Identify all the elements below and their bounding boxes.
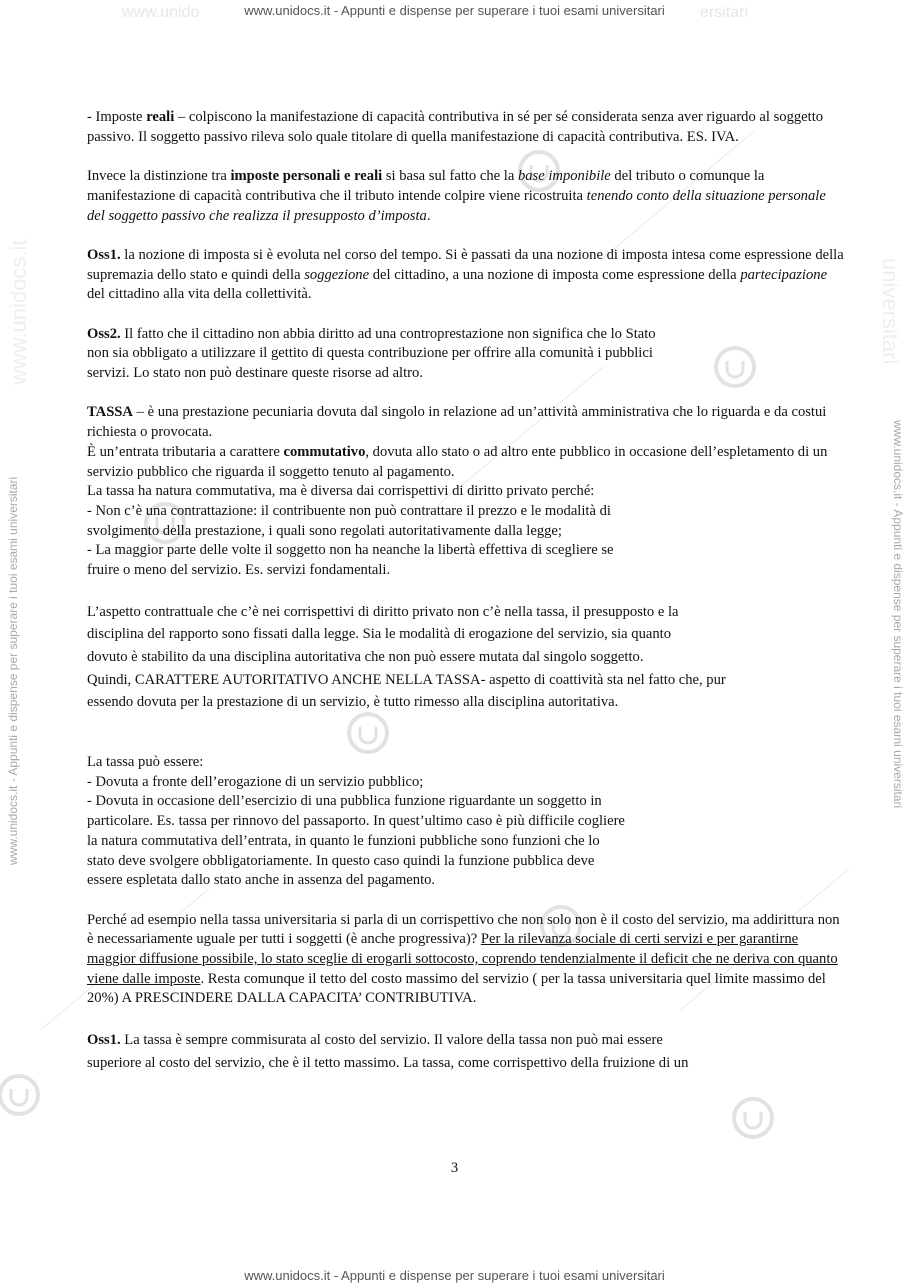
italic-text: base imponibile [517, 168, 611, 185]
text: Invece la distinzione tra [87, 168, 231, 185]
paragraph-oss1-imposta [87, 246, 847, 305]
paragraph-tassa-universitaria [87, 911, 847, 1010]
text: L’aspetto contrattuale che c’è nei corrispettivi di diritto privato non c’è nella tassa, il presupposto e la [87, 603, 679, 620]
header-site: www.unidocs.it [244, 3, 331, 18]
text: essendo dovuta per la prestazione di un servizio, è tutto rimesso alla disciplina autoritativa. [87, 694, 619, 711]
text: È un’entrata tributaria a carattere [87, 443, 284, 460]
paragraph-distinzione [87, 167, 847, 226]
paragraph-aspetto-contrattuale [87, 601, 847, 715]
text: disciplina del rapporto sono fissati dalla legge. Sia le modalità di erogazione del servizio, sia quanto [87, 626, 671, 643]
text: La tassa può essere: [87, 754, 204, 771]
text: . [426, 207, 431, 224]
text: la natura commutativa dell’entrata, in quanto le funzioni pubbliche sono funzioni che lo [87, 832, 600, 849]
italic-text: tenendo conto della situazione personale del soggetto passivo che realizza il presupposto d’imposta [87, 187, 826, 224]
page-number: 3 [450, 1160, 459, 1176]
text: Il fatto che il cittadino non abbia diritto ad una controprestazione non significa che lo Stato [120, 325, 656, 342]
bold-text: Oss1. [87, 246, 121, 263]
paragraph-imposte-reali [87, 108, 847, 147]
unidocs-logo-icon [0, 1072, 42, 1118]
side-watermark-right: www.unidocs.it - Appunti e dispense per superare i tuoi esami universitari [891, 420, 905, 809]
paragraph-tassa [87, 403, 847, 580]
header-watermark [0, 3, 909, 18]
text: La tassa è sempre commisurata al costo del servizio. Il valore della tassa non può mai essere [120, 1031, 663, 1048]
text: svolgimento della prestazione, i quali sono regolati autoritativamente dalla legge; [87, 522, 562, 539]
side-watermark-big-right: universitari [878, 258, 903, 365]
text: - Dovuta in occasione dell’esercizio di una pubblica funzione riguardante un soggetto in [87, 793, 602, 810]
text: del cittadino alla vita della collettività. [87, 286, 312, 303]
side-watermark-big-left: www.unidocs.it [6, 239, 31, 385]
text: del tributo o comunque la manifestazione di capacità contributiva che il tributo intende colpire viene ricostruita [87, 168, 765, 204]
bold-text: Oss1. [87, 1031, 121, 1048]
text: si basa sul fatto che la [382, 168, 518, 185]
text: stato deve svolgere obbligatoriamente. In questo caso quindi la funzione pubblica deve [87, 852, 595, 869]
italic-text: partecipazione [740, 266, 828, 283]
text: - Non c’è una contrattazione: il contribuente non può contrattare il prezzo e le modalità di [87, 503, 611, 519]
unidocs-logo-icon [730, 1095, 776, 1141]
text: fruire o meno del servizio. Es. servizi fondamentali. [87, 562, 391, 579]
footer-site: www.unidocs.it [244, 1268, 331, 1283]
underlined-text: Per la rilevanza sociale di certi servizi e per garantirne maggior diffusione possibile, lo stato sceglie di erogarli sottocosto, coprendo tendenzialmente il deficit che ne deriva con quanto viene dalle imposte [87, 931, 838, 987]
header-tagline: - Appunti e dispense per superare i tuoi esami universitari [330, 3, 665, 18]
text: - Dovuta a fronte dell’erogazione di un servizio pubblico; [87, 773, 424, 790]
bold-text: commutativo [283, 443, 366, 460]
text: – colpiscono la manifestazione di capacità contributiva in sé per sé considerata senza aver riguardo al soggetto passivo. Il soggetto passivo rileva solo quale titolare di quella manifestazione di capacità contributiva. ES. IVA. [87, 109, 824, 145]
text: Quindi, CARATTERE AUTORITATIVO ANCHE NELLA TASSA- aspetto di coattività sta nel fatto che, pur [87, 671, 726, 688]
text: dovuto è stabilito da una disciplina autoritativa che non può essere mutata dal singolo soggetto. [87, 648, 644, 665]
footer-watermark [0, 1268, 909, 1283]
bold-text: imposte personali e reali [230, 168, 383, 185]
italic-text: soggezione [304, 266, 370, 283]
text: – è una prestazione pecuniaria dovuta dal singolo in relazione ad un’attività amministrativa che lo riguarda e da costui richiesta o provocata. [87, 404, 827, 441]
text: servizi. Lo stato non può destinare queste risorse ad altro. [87, 365, 423, 382]
text: , dovuta allo stato o ad altro ente pubblico in occasione dell’espletamento di un servizio pubblico che riguarda il soggetto tenuto al pagamento. [87, 443, 828, 480]
text: - Imposte [87, 109, 147, 125]
text: Perché ad esempio nella tassa universitaria si parla di un corrispettivo che non solo non è il costo del servizio, ma addirittura non è necessariamente uguale per tutti i soggetti (è anche progressiva)? [87, 911, 840, 948]
paragraph-oss2 [87, 325, 847, 384]
text: la nozione di imposta si è evoluta nel corso del tempo. Si è passati da una nozione di imposta intesa come espressione della supremazia dello stato e quindi della [87, 246, 844, 283]
bold-text: Oss2. [87, 325, 121, 342]
text: essere espletata dallo stato anche in assenza del pagamento. [87, 872, 436, 889]
footer-tagline: - Appunti e dispense per superare i tuoi esami universitari [330, 1268, 665, 1283]
bold-text: TASSA [87, 404, 133, 421]
text: particolare. Es. tassa per rinnovo del passaporto. In quest’ultimo caso è più difficile cogliere [87, 813, 625, 830]
header-watermark-faint-right: ersitari [700, 4, 749, 21]
text: La tassa ha natura commutativa, ma è diversa dai corrispettivi di diritto privato perché: [87, 483, 595, 500]
header-watermark-faint-left: www.unido [122, 4, 200, 21]
text: non sia obbligato a utilizzare il gettito di questa contribuzione per offrire alla comunità i pubblici [87, 345, 653, 362]
text: - La maggior parte delle volte il soggetto non ha neanche la libertà effettiva di scegliere se [87, 542, 614, 559]
document-body [87, 108, 847, 1074]
bold-text: reali [146, 109, 175, 125]
side-watermark-left: www.unidocs.it - Appunti e dispense per superare i tuoi esami universitari [6, 476, 20, 865]
paragraph-oss1-tassa [87, 1029, 847, 1074]
text: superiore al costo del servizio, che è il tetto massimo. La tassa, come corrispettivo della fruizione di un [87, 1054, 689, 1071]
text: del cittadino, a una nozione di imposta come espressione della [369, 266, 741, 283]
text: . Resta comunque il tetto del costo massimo del servizio ( per la tassa universitaria quel limite massimo del 20%) A PRESCINDERE DALLA CAPACITA’ CONTRIBUTIVA. [87, 970, 826, 1007]
paragraph-tassa-puo-essere [87, 753, 847, 891]
